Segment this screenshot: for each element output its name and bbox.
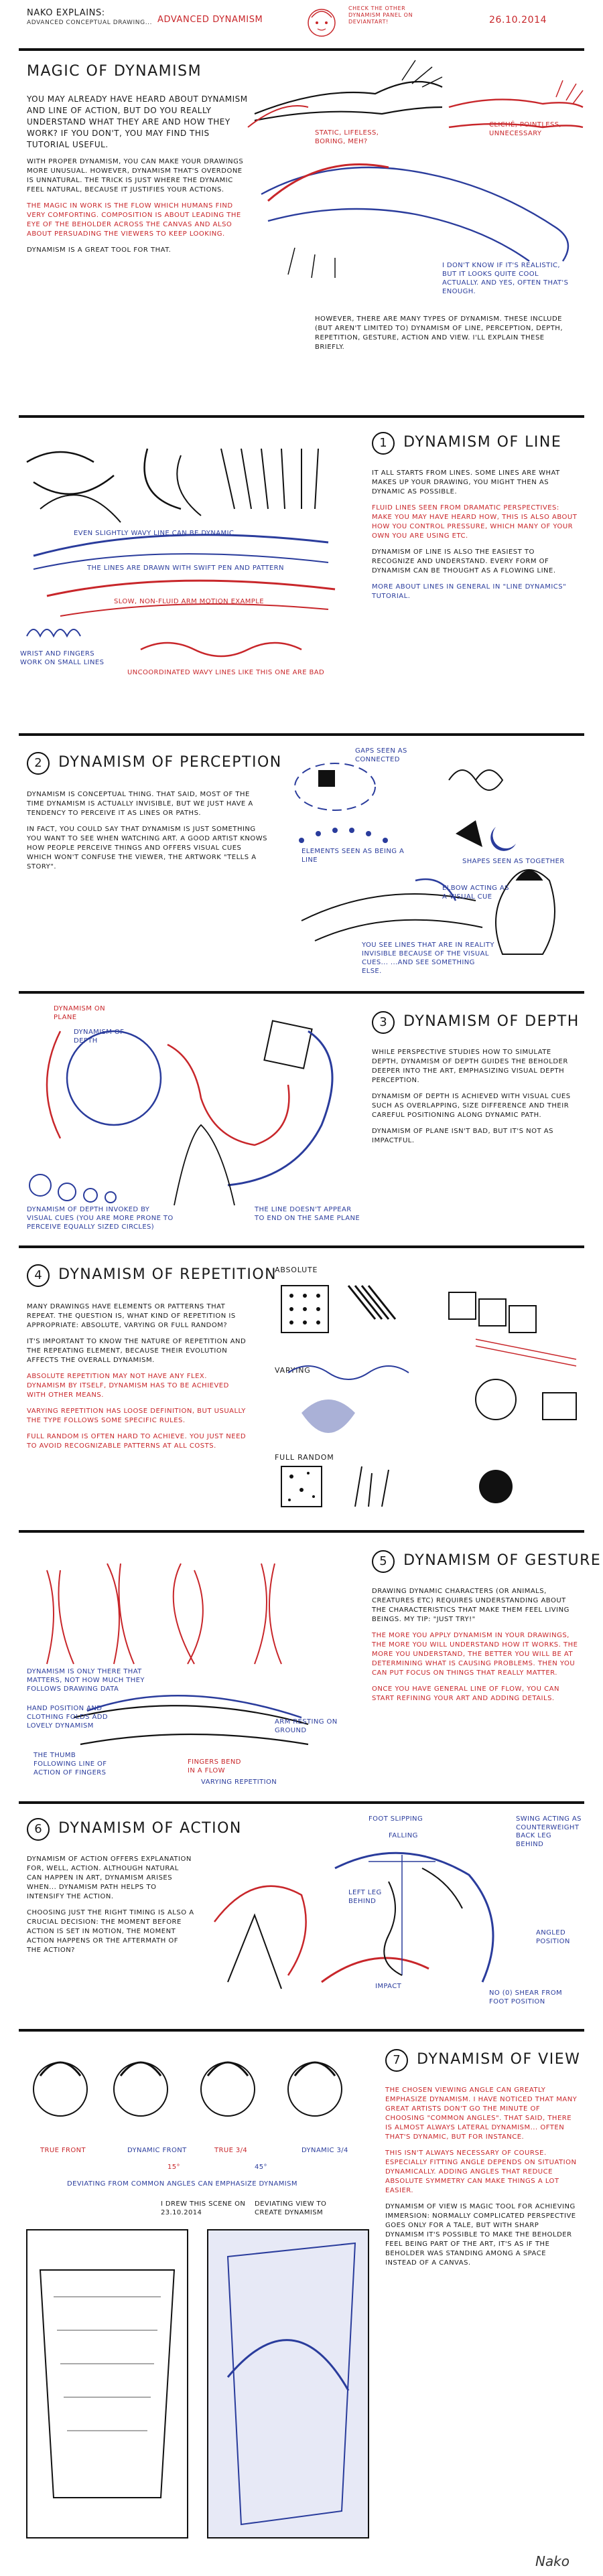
- view-p3: DYNAMISM OF VIEW IS MAGIC TOOL FOR ACHIEVING IMMERSION: NORMALLY COMPLICATED PERSPECTIVE GOES ONLY FOR A TALE, BUT WITH SHARP DYNAMISM IT'S POSSIBLE TO MAKE THE BEHOLDER FEEL BEING PART OF THE ART, IT'S AS IF THE BEHOLDER WAS STANDING AMONG A SPACE INSTEAD OF A CANVAS.: [385, 2203, 576, 2267]
- mascot-sketch: [302, 4, 342, 41]
- divider: [19, 1530, 584, 1533]
- page-title: ADVANCED DYNAMISM: [157, 15, 263, 25]
- header-note: CHECK THE OTHER DYNAMISM PANEL ON DEVIANTART!: [348, 5, 413, 25]
- action-number: 6: [27, 1818, 50, 1841]
- repetition-label-random: FULL RANDOM: [275, 1453, 334, 1462]
- depth-number: 3: [372, 1011, 395, 1034]
- view-label-ex: DEVIATING FROM COMMON ANGLES CAN EMPHASIZE DYNAMISM: [67, 2180, 297, 2188]
- perception-label-elements: ELEMENTS SEEN AS BEING A LINE: [302, 848, 405, 864]
- repetition-sketches: [275, 1279, 590, 1520]
- depth-label-depth: DYNAMISM OF DEPTH: [74, 1029, 125, 1045]
- intro-title: MAGIC OF DYNAMISM: [27, 63, 202, 80]
- intro-p5: HOWEVER, THERE ARE MANY TYPES OF DYNAMISM. THESE INCLUDE (BUT AREN'T LIMITED TO) DYNAMISM OF LINE, PERCEPTION, DEPTH, REPETITION, GESTURE, ACTION AND VIEW. I'LL EXPLAIN THESE BRIEFLY.: [315, 315, 563, 351]
- view-scenes: [27, 2230, 368, 2545]
- signature: Nako: [535, 2553, 570, 2569]
- divider: [19, 733, 584, 736]
- perception-heading: [27, 752, 282, 775]
- action-label-shear: NO (0) SHEAR FROM FOOT POSITION: [489, 1989, 563, 2005]
- action-label-falling: FALLING: [389, 1832, 418, 1839]
- section-intro: [0, 54, 603, 415]
- repetition-number: 4: [27, 1264, 50, 1287]
- action-p2: CHOOSING JUST THE RIGHT TIMING IS ALSO A CRUCIAL DECISION: THE MOMENT BEFORE ACTION IS SET IN MOTION, THE MOMENT ACTION HAPPENS OR THE AFTERMATH OF THE ACTION?: [27, 1909, 194, 1954]
- gesture-p2: THE MORE YOU APPLY DYNAMISM IN YOUR DRAWINGS, THE MORE YOU WILL UNDERSTAND HOW IT WORKS. THE MORE YOU UNDERSTAND, THE BETTER YOU WILL BE AT DETERMINING WHAT IS CAUSING PROBLEMS. THEN YOU CAN PUT FOCUS ON THINGS THAT REALLY MATTER.: [372, 1632, 578, 1677]
- divider: [19, 2029, 584, 2032]
- author-block: [27, 8, 152, 28]
- gesture-label-b: HAND POSITION AND CLOTHING FOLDS ADD LOVELY DYNAMISM: [27, 1705, 108, 1730]
- line-label-a: EVEN SLIGHTLY WAVY LINE CAN BE DYNAMIC: [74, 530, 234, 537]
- gesture-label-fingers: FINGERS BEND IN A FLOW: [188, 1758, 241, 1774]
- action-label-leg2: LEFT LEG BEHIND: [348, 1889, 382, 1905]
- line-number: 1: [372, 432, 395, 455]
- view-label-right: DEVIATING VIEW TO CREATE DYNAMISM: [255, 2200, 327, 2216]
- action-title: DYNAMISM OF ACTION: [58, 1820, 242, 1837]
- depth-p1: WHILE PERSPECTIVE STUDIES HOW TO SIMULATE DEPTH, DYNAMISM OF DEPTH GUIDES THE BEHOLDER DEEPER INTO THE ART, EMPHASIZING VISUAL DEPTH PERCEPTION.: [372, 1049, 568, 1084]
- repetition-p2: IT'S IMPORTANT TO KNOW THE NATURE OF REPETITION AND THE REPEATING ELEMENT, BECAUSE THEIR EVOLUTION AFFECTS THE OVERALL DYNAMISM.: [27, 1338, 247, 1364]
- author-sub: ADVANCED CONCEPTUAL DRAWING...: [27, 19, 153, 26]
- action-label-angled: ANGLED POSITION: [536, 1929, 570, 1945]
- divider: [19, 1245, 584, 1248]
- gesture-p1: DRAWING DYNAMIC CHARACTERS (OR ANIMALS, CREATURES ETC) REQUIRES UNDERSTANDING ABOUT THE CHARACTERISTICS THAT MAKE THEM FEEL LIVING BEINGS. MY TIP: "JUST TRY!": [372, 1588, 570, 1623]
- line-heading: [372, 432, 561, 455]
- section-line: [0, 422, 603, 730]
- view-label-deg2: 45°: [255, 2164, 267, 2171]
- label-static: STATIC, LIFELESS, BORING, MEH?: [315, 129, 379, 145]
- gesture-label-varying: VARYING REPETITION: [201, 1778, 277, 1786]
- action-label-impact: IMPACT: [375, 1983, 402, 1990]
- line-label-b: THE LINES ARE DRAWN WITH SWIFT PEN AND PATTERN: [87, 564, 284, 572]
- view-p1: THE CHOSEN VIEWING ANGLE CAN GREATLY EMPHASIZE DYNAMISM. I HAVE NOTICED THAT MANY GREAT ARTISTS DON'T GO THE MINUTE OF CHOOSING "COMMON ANGLES". THAT SAID, THERE IS ALMOST ALWAYS LATERAL DYNAMISM... OFTEN THAT'S DYNAMIC, BUT FOR INSTANCE.: [385, 2087, 578, 2141]
- action-label-leg: BACK LEG BEHIND: [516, 1832, 552, 1848]
- view-number: 7: [385, 2049, 408, 2072]
- line-title: DYNAMISM OF LINE: [403, 434, 562, 451]
- intro-p1: YOU MAY ALREADY HAVE HEARD ABOUT DYNAMISM AND LINE OF ACTION, BUT DO YOU REALLY UNDERSTAND WHAT THEY ARE AND HOW THEY WORK? IF YOU DON'T, YOU MAY FIND THIS TUTORIAL USEFUL.: [27, 94, 248, 149]
- section-gesture: [0, 1537, 603, 1798]
- perception-label-gaps: GAPS SEEN AS CONNECTED: [355, 747, 407, 763]
- action-p1: DYNAMISM OF ACTION OFFERS EXPLANATION FOR, WELL, ACTION. ALTHOUGH NATURAL CAN HAPPEN IN ART, DYNAMISM ARISES WHEN... DYNAMISM PATH HELPS TO INTENSIFY THE ACTION.: [27, 1855, 192, 1900]
- view-p2: THIS ISN'T ALWAYS NECESSARY OF COURSE. ESPECIALLY FITTING ANGLE DEPENDS ON SITUATION DYNAMICALLY. ADDING ANGLES THAT REDUCE ABSOLUTE SYMMETRY CAN MAKE THINGS A LOT EASIER.: [385, 2149, 577, 2194]
- divider: [19, 48, 584, 51]
- gesture-title: DYNAMISM OF GESTURE: [403, 1552, 602, 1569]
- line-label-d: UNCOORDINATED WAVY LINES LIKE THIS ONE ARE BAD: [127, 669, 325, 676]
- section-action: [0, 1808, 603, 2022]
- divider: [19, 991, 584, 994]
- repetition-p3: ABSOLUTE REPETITION MAY NOT HAVE ANY FLEX. DYNAMISM BY ITSELF, DYNAMISM HAS TO BE ACHIEVED WITH OTHER MEANS.: [27, 1373, 229, 1399]
- line-p2: FLUID LINES SEEN FROM DRAMATIC PERSPECTIVES: MAKE YOU MAY HAVE HEARD HOW, THIS IS ALSO ABOUT HOW YOU CONTROL PRESSURE, WHICH MANY OF YOUR OWN YOU ARE USING ETC.: [372, 504, 578, 540]
- repetition-title: DYNAMISM OF REPETITION: [58, 1266, 277, 1283]
- repetition-heading: [27, 1264, 277, 1287]
- intro-p3: THE MAGIC IN WORK IS THE FLOW WHICH HUMANS FIND VERY COMFORTING. COMPOSITION IS ABOUT LEADING THE EYE OF THE BEHOLDER ACROSS THE CANVAS AND ALSO ABOUT PERSUADING THE VIEWERS TO KEEP LOOKING.: [27, 202, 241, 238]
- perception-text: [27, 790, 268, 879]
- gesture-label-a: DYNAMISM IS ONLY THERE THAT MATTERS, NOT HOW MUCH THEY FOLLOWS DRAWING DATA: [27, 1668, 145, 1693]
- action-label-swing: SWING ACTING AS COUNTERWEIGHT: [516, 1815, 582, 1831]
- view-title: DYNAMISM OF VIEW: [417, 2051, 581, 2068]
- action-text: [27, 1855, 194, 1962]
- gesture-heading: [372, 1550, 601, 1573]
- view-label-34: TRUE 3/4: [214, 2147, 248, 2154]
- depth-title: DYNAMISM OF DEPTH: [403, 1013, 580, 1030]
- gesture-label-arm: ARM RESTING ON GROUND: [275, 1718, 338, 1734]
- view-label-deg1: 15°: [168, 2164, 180, 2171]
- view-label-dyn: DYNAMIC FRONT: [127, 2147, 187, 2154]
- intro-p4: DYNAMISM IS A GREAT TOOL FOR THAT.: [27, 246, 172, 254]
- view-label-front: TRUE FRONT: [40, 2147, 86, 2154]
- view-text: [385, 2086, 580, 2275]
- intro-text: [27, 94, 248, 262]
- intro-p2: WITH PROPER DYNAMISM, YOU CAN MAKE YOUR DRAWINGS MORE UNUSUAL. HOWEVER, DYNAMISM THAT'S OVERDONE IS UNNATURAL. THE TRICK IS JUST WHERE THE DYNAMIC FEEL NATURAL, BECAUSE IT JUSTIFIES YOUR ACTIONS.: [27, 158, 244, 194]
- depth-sketches: [20, 1004, 355, 1232]
- repetition-label-absolute: ABSOLUTE: [275, 1266, 318, 1274]
- depth-heading: [372, 1011, 580, 1034]
- section-depth: [0, 998, 603, 1239]
- label-realistic: I DON'T KNOW IF IT'S REALISTIC, BUT IT LOOKS QUITE COOL ACTUALLY. AND YES, OFTEN THAT'S ENOUGH.: [442, 262, 569, 295]
- perception-title: DYNAMISM OF PERCEPTION: [58, 754, 282, 771]
- author-line: NAKO EXPLAINS:: [27, 8, 105, 18]
- perception-label-shapes: SHAPES SEEN AS TOGETHER: [462, 858, 565, 865]
- section-view: [0, 2036, 603, 2571]
- line-sketches: [20, 435, 355, 723]
- header-date: 26.10.2014: [489, 15, 547, 25]
- line-text: [372, 469, 580, 608]
- repetition-p5: FULL RANDOM IS OFTEN HARD TO ACHIEVE. YOU JUST NEED TO AVOID RECOGNIZABLE PATTERNS AT ALL COSTS.: [27, 1433, 247, 1450]
- perception-number: 2: [27, 752, 50, 775]
- divider: [19, 415, 584, 418]
- view-faces: [27, 2049, 368, 2143]
- gesture-label-c: THE THUMB FOLLOWING LINE OF ACTION OF FINGERS: [34, 1752, 107, 1776]
- line-label-c: SLOW, NON-FLUID ARM MOTION EXAMPLE: [114, 598, 264, 605]
- repetition-label-varying: VARYING: [275, 1366, 311, 1375]
- section-perception: [0, 740, 603, 988]
- divider: [19, 1801, 584, 1804]
- line-p3: DYNAMISM OF LINE IS ALSO THE EASIEST TO RECOGNIZE AND UNDERSTAND. EVERY FORM OF DYNAMISM CAN BE THOUGHT AS A FLOWING LINE.: [372, 548, 556, 575]
- label-cliche: CLICHÉ, POINTLESS, UNNECESSARY: [489, 121, 562, 137]
- repetition-p1: MANY DRAWINGS HAVE ELEMENTS OR PATTERNS THAT REPEAT. THE QUESTION IS, WHAT KIND OF REPETITION IS APPROPRIATE: ABSOLUTE, VARYING OR FULL RANDOM?: [27, 1303, 236, 1329]
- perception-p1: DYNAMISM IS CONCEPTUAL THING. THAT SAID, MOST OF THE TIME DYNAMISM IS ACTUALLY INVISIBLE, BUT WE JUST HAVE A TENDENCY TO PERCEIVE IT AS LINES OR PATHS.: [27, 791, 253, 817]
- depth-p2: DYNAMISM OF DEPTH IS ACHIEVED WITH VISUAL CUES SUCH AS OVERLAPPING, SIZE DIFFERENCE AND THEIR CAREFUL POSITIONING ALONG DYNAMIC PATH.: [372, 1093, 571, 1119]
- depth-text: [372, 1048, 580, 1152]
- intro-arm-sketches: [241, 60, 590, 281]
- depth-p3: DYNAMISM OF PLANE ISN'T BAD, BUT IT'S NOT AS IMPACTFUL.: [372, 1128, 553, 1144]
- perception-label-elbow: ELBOW ACTING AS A VISUAL CUE: [442, 885, 509, 901]
- perception-label-invisible: YOU SEE LINES THAT ARE IN REALITY INVISIBLE BECAUSE OF THE VISUAL CUES... ...AND SEE SOMETHING ELSE.: [362, 941, 494, 975]
- depth-label-plane: DYNAMISM ON PLANE: [54, 1005, 106, 1021]
- view-label-left: I DREW THIS SCENE ON 23.10.2014: [161, 2200, 246, 2216]
- view-heading: [385, 2049, 580, 2072]
- view-label-dyn34: DYNAMIC 3/4: [302, 2147, 348, 2154]
- repetition-text: [27, 1302, 248, 1458]
- line-p1: IT ALL STARTS FROM LINES. SOME LINES ARE WHAT MAKES UP YOUR DRAWING, YOU MIGHT THEN AS DYNAMIC AS POSSIBLE.: [372, 469, 560, 496]
- depth-label-appear: THE LINE DOESN'T APPEAR TO END ON THE SAME PLANE: [255, 1206, 360, 1222]
- section-repetition: [0, 1252, 603, 1527]
- action-label-foot: FOOT SLIPPING: [368, 1815, 423, 1823]
- gesture-p3: ONCE YOU HAVE GENERAL LINE OF FLOW, YOU CAN START REFINING YOUR ART AND ADDING DETAILS.: [372, 1685, 559, 1702]
- gesture-number: 5: [372, 1550, 395, 1573]
- line-p4: MORE ABOUT LINES IN GENERAL IN "LINE DYNAMICS" TUTORIAL.: [372, 583, 567, 600]
- perception-p2: IN FACT, YOU COULD SAY THAT DYNAMISM IS JUST SOMETHING YOU WANT TO SEE WHEN WATCHING ART. A GOOD ARTIST KNOWS HOW PEOPLE PERCEIVE THINGS AND OFFERS VISUAL CUES WHICH WON'T CONFUSE THE VIEWER, THE ARTWORK "TELLS A STORY".: [27, 826, 268, 870]
- page-header: [0, 0, 603, 47]
- depth-label-cues: DYNAMISM OF DEPTH INVOKED BY VISUAL CUES (YOU ARE MORE PRONE TO PERCEIVE EQUALLY SIZED CIRCLES): [27, 1206, 174, 1231]
- repetition-p4: VARYING REPETITION HAS LOOSE DEFINITION, BUT USUALLY THE TYPE FOLLOWS SOME SPECIFIC RULES.: [27, 1408, 246, 1424]
- gesture-text: [372, 1587, 580, 1710]
- line-label-e: WRIST AND FINGERS WORK ON SMALL LINES: [20, 650, 105, 666]
